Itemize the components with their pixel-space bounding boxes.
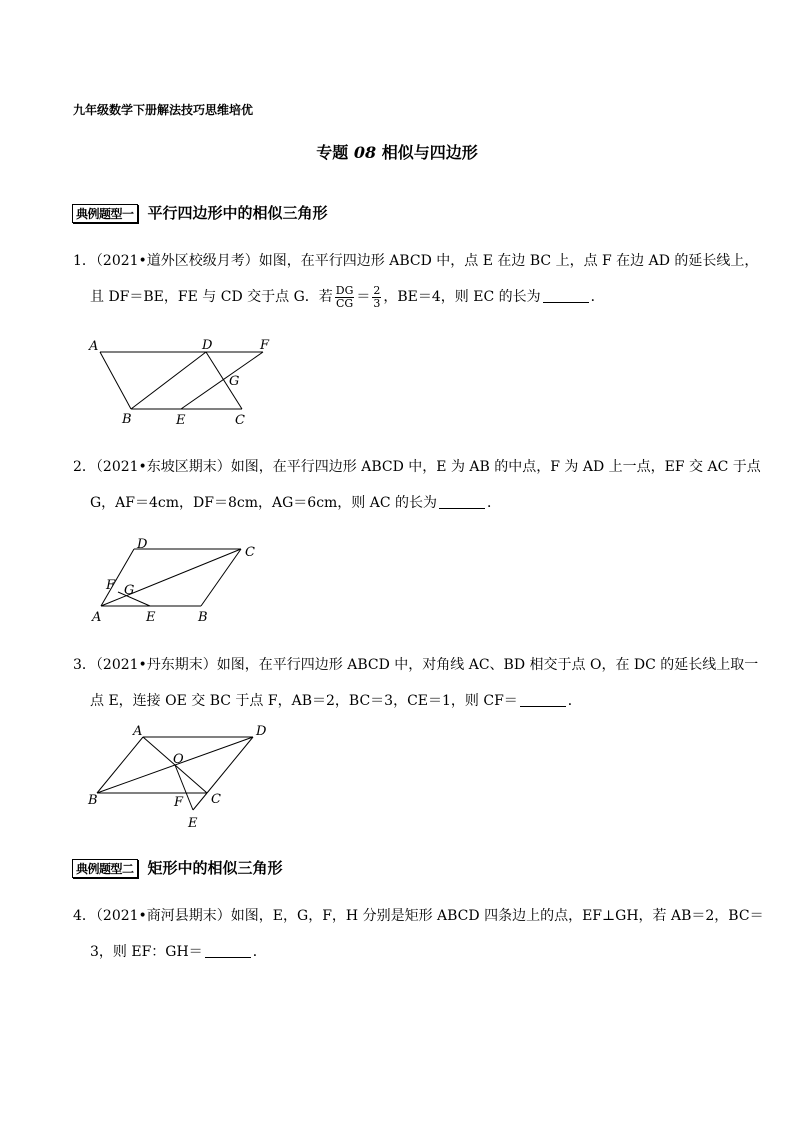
figure-2-parallelogram	[88, 532, 268, 628]
question-4-line-2: 3，则 EF：GH＝ ．	[90, 944, 267, 960]
fraction-2-3: $\frac{2}{3}$	[373, 283, 381, 310]
figure-1-parallelogram	[85, 334, 285, 430]
page-title: 专题 08 相似与四边形	[316, 143, 478, 162]
answer-blank[interactable]	[439, 494, 485, 509]
question-3-line-2: 点 E，连接 OE 交 BC 于点 F，AB＝2，BC＝3，CE＝1，则 CF＝ ．	[90, 693, 582, 709]
label-c: C	[235, 413, 245, 428]
section-title: 平行四边形中的相似三角形	[147, 204, 328, 222]
question-3-line-1: 3．（2021•丹东期末）如图，在平行四边形 ABCD 中，对角线 AC、BD 相交于点 O，在 DC 的延长线上取一	[73, 657, 759, 673]
label-f: F	[174, 795, 184, 810]
label-c: C	[211, 792, 221, 807]
label-g: G	[229, 374, 240, 389]
label-c: C	[245, 545, 255, 560]
section-heading-2	[72, 857, 283, 878]
question-1-line-1: 1．（2021•道外区校级月考）如图，在平行四边形 ABCD 中，点 E 在边 BC 上，点 F 在边 AD 的延长线上，	[73, 253, 759, 269]
answer-blank[interactable]	[543, 288, 589, 303]
label-e: E	[146, 610, 156, 625]
question-2-line-1: 2．（2021•东坡区期末）如图，在平行四边形 ABCD 中，E 为 AB 的中点，F 为 AD 上一点，EF 交 AC 于点	[73, 459, 761, 475]
question-2-line-2: G，AF＝4cm，DF＝8cm，AG＝6cm，则 AC 的长为 ．	[90, 495, 502, 511]
label-e: E	[176, 413, 186, 428]
label-g: G	[124, 583, 135, 598]
section-badge: 典例题型二	[72, 859, 138, 878]
label-f: F	[106, 578, 116, 593]
label-o: O	[173, 752, 184, 767]
answer-blank[interactable]	[520, 692, 566, 707]
section-heading-1	[72, 202, 328, 223]
figure-3-parallelogram	[85, 720, 275, 832]
label-d: D	[202, 338, 213, 353]
label-a: A	[133, 724, 143, 739]
label-a: A	[89, 339, 99, 354]
label-d: D	[137, 537, 148, 552]
label-b: B	[198, 610, 208, 625]
label-d: D	[256, 724, 267, 739]
label-f: F	[260, 338, 270, 353]
question-1-line-2: 且 DF＝BE，FE 与 CD 交于点 G．若 $\frac{DG}{CG}$ ＝ $\frac{2}{3}$ ，BE＝4，则 EC 的长为 ．	[90, 283, 605, 310]
label-b: B	[122, 412, 132, 427]
label-e: E	[188, 816, 198, 831]
section-title: 矩形中的相似三角形	[147, 859, 283, 877]
label-b: B	[88, 793, 98, 808]
label-a: A	[92, 610, 102, 625]
answer-blank[interactable]	[205, 943, 251, 958]
page-header: 九年级数学下册解法技巧思维培优	[73, 103, 254, 117]
section-badge: 典例题型一	[72, 204, 138, 223]
question-4-line-1: 4．（2021•商河县期末）如图，E，G，F，H 分别是矩形 ABCD 四条边上的点，EF⊥GH，若 AB＝2，BC＝	[73, 908, 764, 924]
fraction-dg-cg: $\frac{DG}{CG}$	[335, 283, 354, 310]
